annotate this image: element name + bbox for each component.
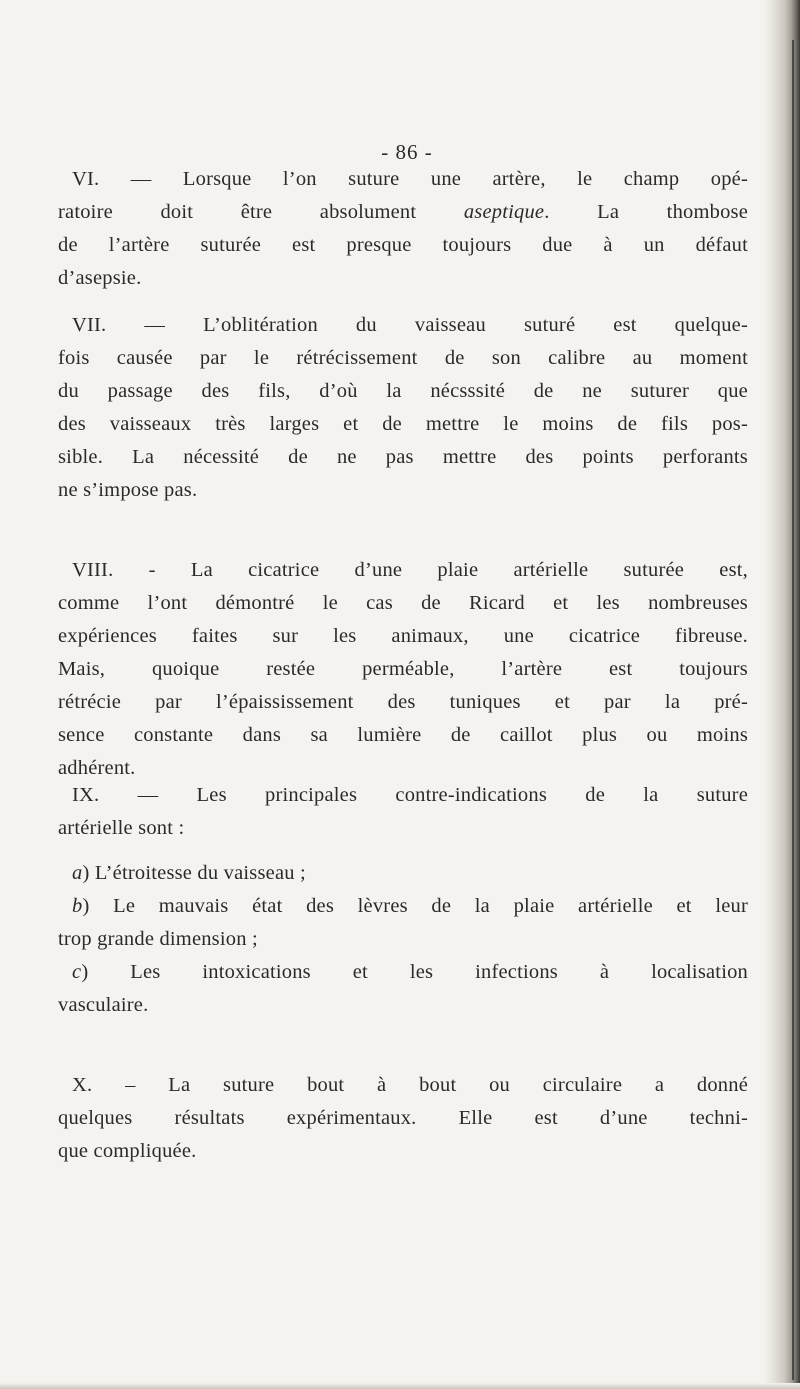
paragraph-line: comme l’ont démontré le cas de Ricard et les nombreuses — [58, 592, 748, 614]
paragraph-vi — [58, 163, 748, 295]
paragraph-x — [58, 1069, 748, 1168]
paragraph-line: de l’artère suturée est presque toujours due à un défaut — [58, 234, 748, 256]
list-marker-paren: ) — [82, 862, 95, 884]
paragraph-line: d’asepsie. — [58, 267, 142, 289]
list-item-c — [58, 956, 748, 1022]
paragraph-line: sible. La nécessité de ne pas mettre des points perforants — [58, 446, 748, 468]
paragraph-line: expériences faites sur les animaux, une cicatrice fibreuse. — [58, 625, 748, 647]
list-marker: a — [72, 862, 83, 884]
paragraph-line: que compliquée. — [58, 1140, 197, 1162]
paragraph-line: rétrécie par l’épaississement des tuniques et par la pré- — [58, 691, 748, 713]
paragraph-line: VIII. - La cicatrice d’une plaie artérielle suturée est, — [72, 559, 748, 581]
paragraph-line: VI. — Lorsque l’on suture une artère, le champ opé- — [72, 168, 748, 190]
paragraph-line: artérielle sont : — [58, 817, 185, 839]
line-text: . La thombose — [544, 201, 748, 223]
page-number: - 86 - — [381, 140, 433, 164]
scan-bottom-edge — [0, 1383, 800, 1389]
list-item-line: vasculaire. — [58, 994, 149, 1016]
list-marker-paren: ) — [81, 961, 131, 983]
list-item-line: trop grande dimension ; — [58, 928, 258, 950]
paragraph-line: adhérent. — [58, 757, 136, 779]
paragraph-line: quelques résultats expérimentaux. Elle est d’une techni- — [58, 1107, 748, 1129]
paragraph-ix — [58, 779, 748, 845]
paragraph-line: des vaisseaux très larges et de mettre le moins de fils pos- — [58, 413, 748, 435]
line-text: Le mauvais état des lèvres de la plaie artérielle et leur — [113, 895, 748, 917]
list-marker: b — [72, 895, 83, 917]
list-item-line — [58, 890, 748, 923]
paragraph-line: sence constante dans sa lumière de caillot plus ou moins — [58, 724, 748, 746]
paragraph-line: du passage des fils, d’où la nécsssité de ne suturer que — [58, 380, 748, 402]
list-item-b — [58, 890, 748, 956]
emphasized-word: aseptique — [463, 201, 545, 223]
list-marker: c — [72, 961, 82, 983]
paragraph-line: VII. — L’oblitération du vaisseau suturé est quelque- — [72, 314, 748, 336]
list-item-a — [58, 857, 748, 890]
list-item-line — [58, 857, 748, 890]
list-item-line — [58, 956, 748, 989]
line-text: L’étroitesse du vaisseau ; — [94, 862, 306, 884]
paragraph-line: IX. — Les principales contre-indications de la suture — [72, 784, 748, 806]
line-text: Les intoxications et les infections à localisation — [130, 961, 748, 983]
paragraph-line: fois causée par le rétrécissement de son calibre au moment — [58, 347, 748, 369]
paragraph-line: ne s’impose pas. — [58, 479, 198, 501]
paragraph-line: Mais, quoique restée perméable, l’artère est toujours — [58, 658, 748, 680]
list-marker-paren: ) — [82, 895, 114, 917]
paragraph-line: X. – La suture bout à bout ou circulaire a donné — [72, 1074, 748, 1096]
paragraph-vii — [58, 309, 748, 507]
scan-binding-edge — [764, 0, 800, 1389]
paragraph-line — [58, 196, 748, 229]
paragraph-viii — [58, 554, 748, 785]
scan-edge-line — [792, 40, 794, 1380]
line-text: ratoire doit être absolument — [58, 201, 464, 223]
